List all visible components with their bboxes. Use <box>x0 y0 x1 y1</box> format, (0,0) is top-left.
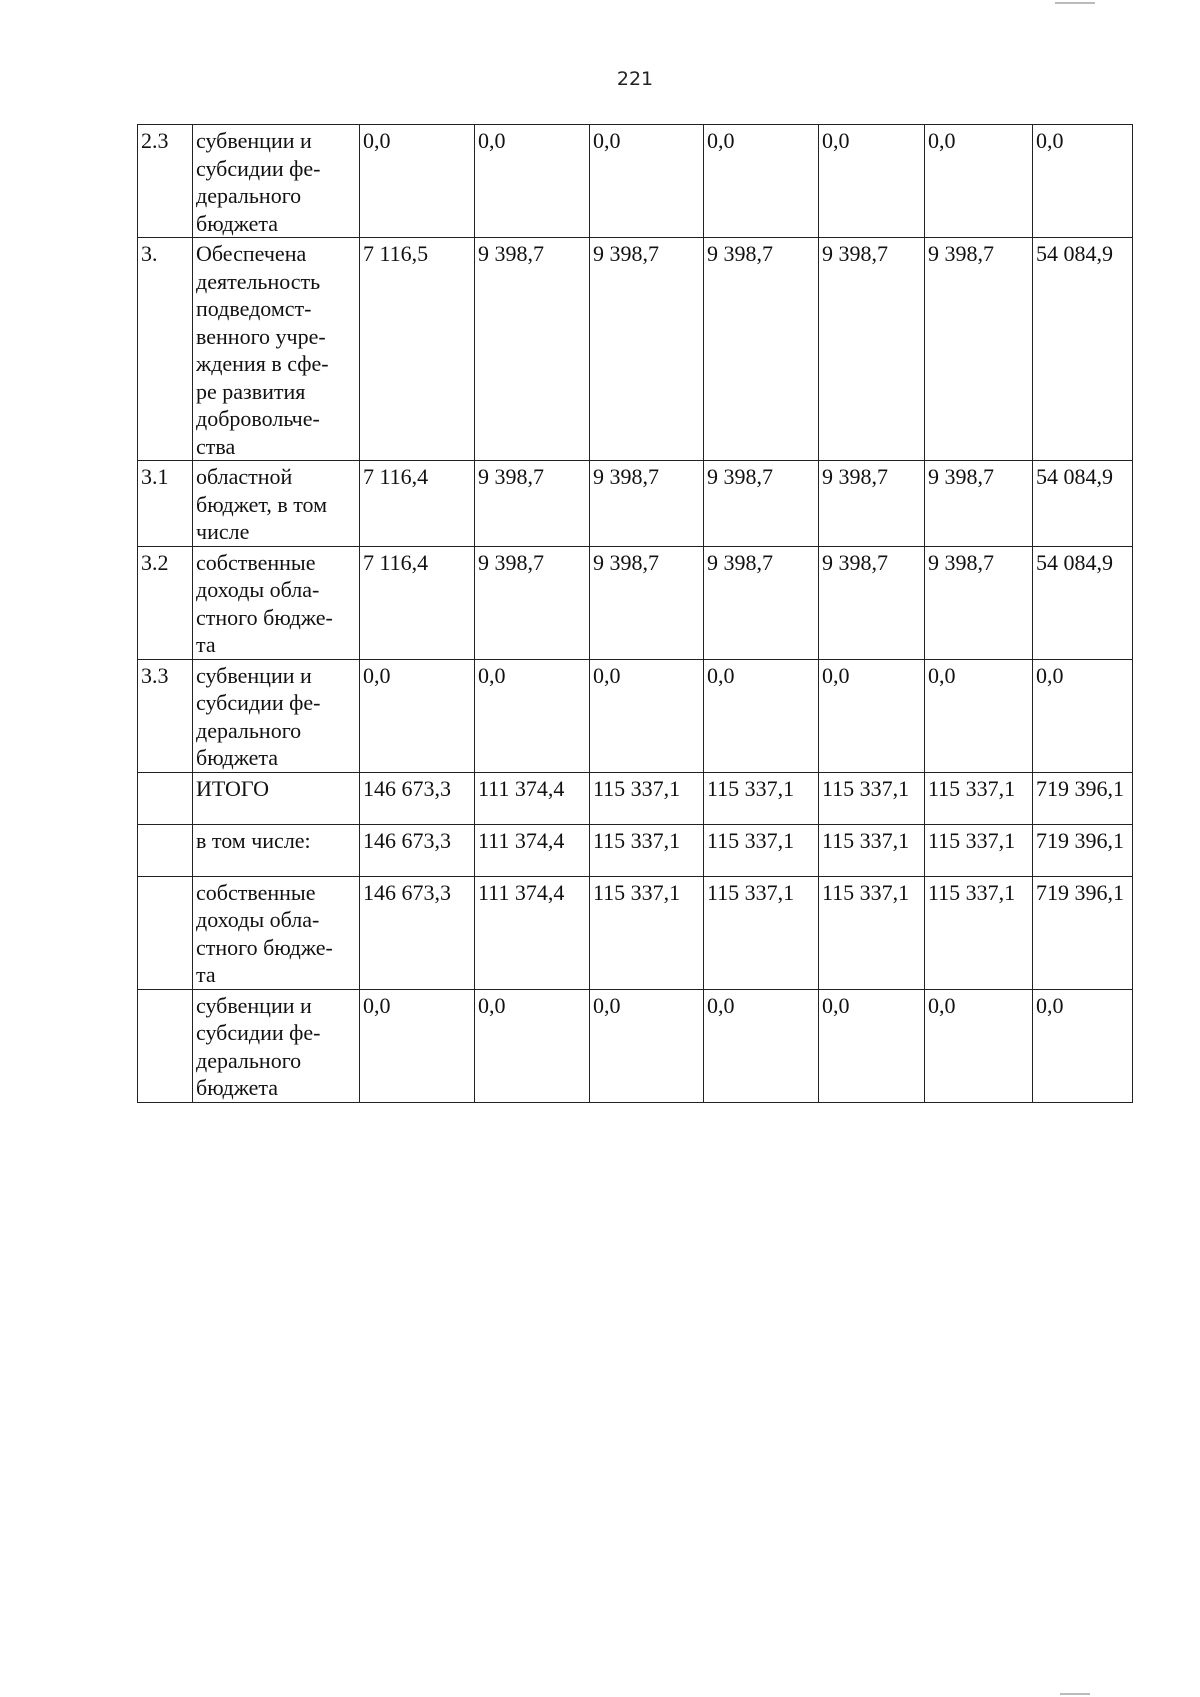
value-cell: 0,0 <box>704 989 819 1102</box>
value-cell: 115 337,1 <box>590 772 704 824</box>
value-cell: 0,0 <box>360 125 475 238</box>
row-label: ИТОГО <box>193 772 360 824</box>
value-cell: 9 398,7 <box>590 238 704 461</box>
value-cell: 7 116,5 <box>360 238 475 461</box>
value-cell: 719 396,1 <box>1033 824 1133 876</box>
row-number: 2.3 <box>138 125 193 238</box>
value-cell: 111 374,4 <box>475 824 590 876</box>
value-cell: 0,0 <box>475 125 590 238</box>
row-label: областной бюджет, в том числе <box>193 461 360 547</box>
value-cell: 54 084,9 <box>1033 546 1133 659</box>
value-cell: 9 398,7 <box>819 546 925 659</box>
value-cell: 9 398,7 <box>925 238 1033 461</box>
value-cell: 115 337,1 <box>704 772 819 824</box>
value-cell: 0,0 <box>925 989 1033 1102</box>
value-cell: 115 337,1 <box>925 772 1033 824</box>
value-cell: 0,0 <box>360 659 475 772</box>
value-cell: 0,0 <box>819 125 925 238</box>
value-cell: 0,0 <box>590 125 704 238</box>
value-cell: 0,0 <box>925 125 1033 238</box>
value-cell: 0,0 <box>1033 659 1133 772</box>
value-cell: 115 337,1 <box>704 876 819 989</box>
row-label: субвенции и субсидии фе- дерального бюджета <box>193 125 360 238</box>
value-cell: 111 374,4 <box>475 772 590 824</box>
value-cell: 0,0 <box>360 989 475 1102</box>
value-cell: 111 374,4 <box>475 876 590 989</box>
value-cell: 7 116,4 <box>360 546 475 659</box>
value-cell: 9 398,7 <box>475 461 590 547</box>
value-cell: 9 398,7 <box>819 461 925 547</box>
value-cell: 115 337,1 <box>590 876 704 989</box>
row-label: субвенции и субсидии фе- дерального бюджета <box>193 989 360 1102</box>
row-label: субвенции и субсидии фе- дерального бюджета <box>193 659 360 772</box>
table-row <box>138 876 1133 989</box>
table-row <box>138 989 1133 1102</box>
value-cell: 115 337,1 <box>925 876 1033 989</box>
scan-mark-bottom <box>1060 1693 1090 1695</box>
table-row <box>138 238 1133 461</box>
value-cell: 115 337,1 <box>819 772 925 824</box>
row-label: в том числе: <box>193 824 360 876</box>
value-cell: 0,0 <box>475 659 590 772</box>
value-cell: 115 337,1 <box>704 824 819 876</box>
value-cell: 9 398,7 <box>590 546 704 659</box>
table-row <box>138 546 1133 659</box>
row-number <box>138 876 193 989</box>
value-cell: 146 673,3 <box>360 876 475 989</box>
value-cell: 719 396,1 <box>1033 772 1133 824</box>
page-number: 221 <box>616 68 654 90</box>
row-label: Обеспечена деятельность подведомст- венного учре- ждения в сфе- ре развития добровольче- ства <box>193 238 360 461</box>
value-cell: 146 673,3 <box>360 824 475 876</box>
row-number <box>138 824 193 876</box>
table-row <box>138 461 1133 547</box>
value-cell: 146 673,3 <box>360 772 475 824</box>
table-body <box>138 125 1133 1103</box>
row-number <box>138 772 193 824</box>
value-cell: 115 337,1 <box>819 876 925 989</box>
value-cell: 9 398,7 <box>704 238 819 461</box>
value-cell: 115 337,1 <box>819 824 925 876</box>
value-cell: 9 398,7 <box>475 546 590 659</box>
table-row <box>138 659 1133 772</box>
value-cell: 115 337,1 <box>590 824 704 876</box>
value-cell: 719 396,1 <box>1033 876 1133 989</box>
row-number: 3.3 <box>138 659 193 772</box>
value-cell: 0,0 <box>925 659 1033 772</box>
value-cell: 0,0 <box>475 989 590 1102</box>
value-cell: 54 084,9 <box>1033 238 1133 461</box>
value-cell: 0,0 <box>590 659 704 772</box>
row-number <box>138 989 193 1102</box>
row-label: собственные доходы обла- стного бюдже- та <box>193 546 360 659</box>
value-cell: 9 398,7 <box>590 461 704 547</box>
value-cell: 115 337,1 <box>925 824 1033 876</box>
row-number: 3.2 <box>138 546 193 659</box>
value-cell: 9 398,7 <box>925 546 1033 659</box>
value-cell: 0,0 <box>704 659 819 772</box>
value-cell: 0,0 <box>819 989 925 1102</box>
value-cell: 0,0 <box>590 989 704 1102</box>
value-cell: 7 116,4 <box>360 461 475 547</box>
value-cell: 54 084,9 <box>1033 461 1133 547</box>
value-cell: 9 398,7 <box>475 238 590 461</box>
table-row <box>138 772 1133 824</box>
value-cell: 9 398,7 <box>819 238 925 461</box>
scan-mark-top <box>1055 2 1095 4</box>
row-number: 3. <box>138 238 193 461</box>
value-cell: 9 398,7 <box>704 546 819 659</box>
row-number: 3.1 <box>138 461 193 547</box>
value-cell: 0,0 <box>704 125 819 238</box>
value-cell: 0,0 <box>819 659 925 772</box>
value-cell: 9 398,7 <box>704 461 819 547</box>
value-cell: 0,0 <box>1033 125 1133 238</box>
value-cell: 9 398,7 <box>925 461 1033 547</box>
value-cell: 0,0 <box>1033 989 1133 1102</box>
row-label: собственные доходы обла- стного бюдже- та <box>193 876 360 989</box>
table-row <box>138 125 1133 238</box>
budget-table <box>137 124 1133 1103</box>
table-row <box>138 824 1133 876</box>
